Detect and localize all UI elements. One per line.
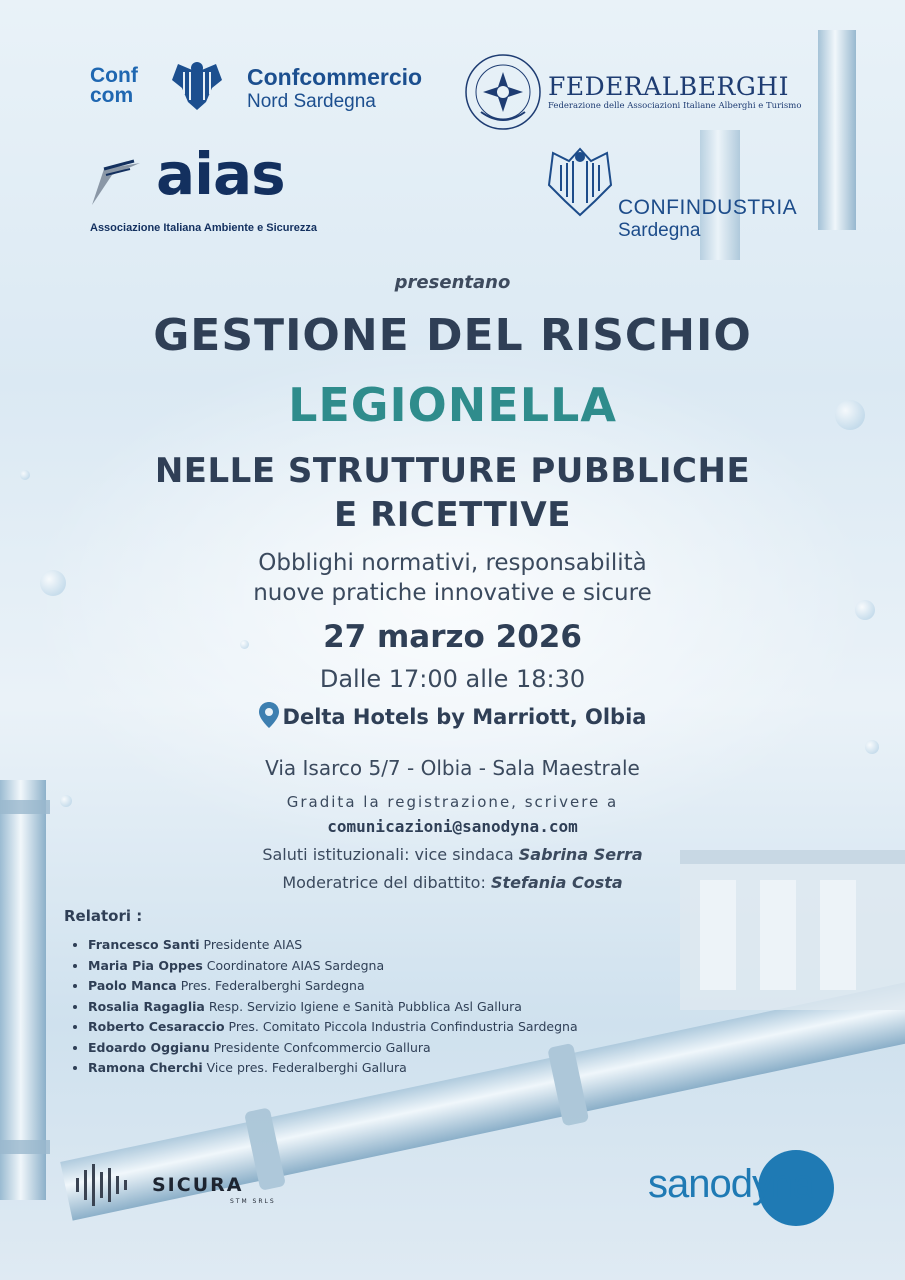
event-time: Dalle 17:00 alle 18:30	[319, 665, 586, 693]
event-venue-row	[0, 702, 905, 732]
event-venue: Delta Hotels by Marriott, Olbia	[282, 705, 647, 729]
federalberghi-title: FEDERALBERGHI	[548, 72, 789, 101]
confindustria-eagle-icon	[543, 145, 617, 223]
registration-email-row	[0, 817, 905, 836]
greetings-label: Saluti istituzionali: vice sindaca	[262, 845, 514, 864]
speaker-role: Pres. Federalberghi Sardegna	[180, 978, 365, 993]
eagle-icon	[168, 58, 226, 118]
list-item	[88, 976, 578, 997]
sanodyna-name: sanodyna	[648, 1162, 814, 1206]
speakers-list	[68, 935, 578, 1079]
speaker-name: Ramona Cherchi	[88, 1060, 203, 1075]
event-address: Via Isarco 5/7 - Olbia - Sala Maestrale	[265, 756, 640, 780]
speaker-role: Presidente AIAS	[203, 937, 303, 952]
confcom-small-logo	[90, 66, 138, 106]
list-item	[88, 1038, 578, 1059]
title-line1: GESTIONE DEL RISCHIO	[153, 310, 752, 361]
registration-email-link[interactable]: comunicazioni@sanodyna.com	[327, 817, 578, 836]
speaker-role: Resp. Servizio Igiene e Sanità Pubblica Asl Gallura	[208, 998, 522, 1014]
subtitle-line2: nuove pratiche innovative e sicure	[253, 580, 652, 606]
federalberghi-logo	[548, 72, 801, 111]
confcom-small-line2: com	[90, 84, 134, 107]
moderator-label: Moderatrice del dibattito:	[282, 873, 486, 892]
confindustria-subtitle: Sardegna	[618, 220, 701, 241]
location-pin-icon	[259, 702, 279, 732]
speaker-name: Rosalia Ragaglia	[88, 998, 205, 1014]
list-item	[88, 1017, 578, 1038]
confcommercio-title: Confcommercio	[247, 64, 423, 90]
speaker-name: Edoardo Oggianu	[88, 1039, 210, 1055]
aias-subtitle: Associazione Italiana Ambiente e Sicurezza	[90, 222, 318, 234]
list-item	[88, 1058, 578, 1079]
speaker-role: Vice pres. Federalberghi Gallura	[206, 1060, 407, 1075]
title-line4: E RICETTIVE	[334, 495, 571, 535]
greetings-row	[0, 845, 905, 864]
confindustria-logo	[618, 196, 797, 242]
confindustria-title: CONFINDUSTRIA	[618, 196, 798, 219]
federalberghi-subtitle: Federazione delle Associazioni Italiane Alberghi e Turismo	[548, 101, 802, 111]
presentano-label: presentano	[394, 272, 511, 293]
moderator-name: Stefania Costa	[490, 873, 623, 892]
title-line3: NELLE STRUTTURE PUBBLICHE	[154, 451, 751, 491]
aias-name: aias	[156, 140, 285, 208]
sicura-name: SICURA	[152, 1174, 244, 1196]
speaker-role: Presidente Confcommercio Gallura	[213, 1039, 431, 1055]
aias-wing-icon	[90, 159, 142, 209]
speakers-heading: Relatori :	[64, 907, 143, 925]
registration-note: Gradita la registrazione, scrivere a	[286, 793, 619, 811]
sound-wave-icon	[72, 1160, 144, 1210]
speaker-name: Roberto Cesaraccio	[88, 1019, 225, 1034]
sanodyna-logo	[648, 1162, 813, 1207]
confcom-small-line1: Conf	[90, 64, 138, 87]
speaker-name: Francesco Santi	[88, 937, 200, 952]
speaker-role: Coordinatore AIAS Sardegna	[206, 957, 385, 973]
confcommercio-subtitle: Nord Sardegna	[247, 91, 376, 112]
subtitle-line1: Obblighi normativi, responsabilità	[258, 550, 647, 576]
title-legionella: LEGIONELLA	[288, 378, 617, 432]
moderator-row	[0, 873, 905, 892]
sicura-subtitle: STM SRLS	[230, 1198, 276, 1205]
list-item	[88, 997, 578, 1018]
greetings-name: Sabrina Serra	[518, 845, 643, 864]
list-item	[88, 956, 578, 977]
speaker-name: Paolo Manca	[88, 978, 177, 993]
confcommercio-logo	[247, 64, 422, 113]
federalberghi-seal-icon	[463, 52, 543, 136]
event-date: 27 marzo 2026	[323, 619, 582, 655]
list-item	[88, 935, 578, 956]
speaker-role: Pres. Comitato Piccola Industria Confindustria Sardegna	[228, 1019, 578, 1034]
speaker-name: Maria Pia Oppes	[88, 957, 203, 973]
